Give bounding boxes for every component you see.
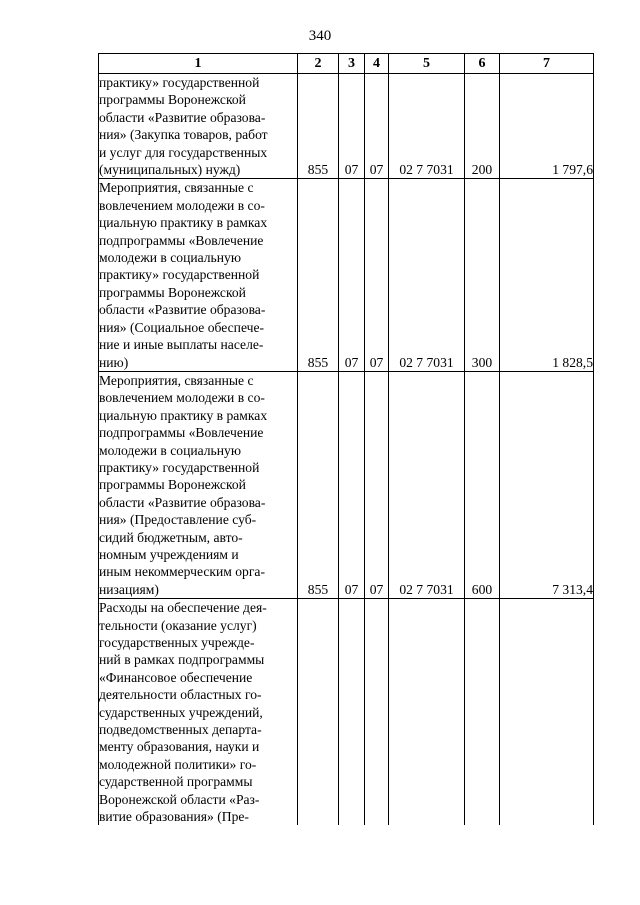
cell-subsection: 07 (365, 179, 389, 371)
column-header-4: 4 (365, 54, 389, 74)
cell-amount: 1 828,5 (500, 179, 594, 371)
cell-section: 07 (339, 371, 365, 598)
cell-amount (500, 599, 594, 826)
row-description: практику» государственной программы Воронежской области «Развитие образова- ния» (Закупка товаров, работ и услуг для государственных (муниципальных) нужд) (99, 74, 298, 179)
row-description: Мероприятия, связанные с вовлечением молодежи в со- циальную практику в рамках подпрограммы «Вовлечение молодежи в социальную практику» государственной программы Воронежской области «Развитие образова- ния» (Социальное обеспече- ние и иные выплаты населе- нию) (99, 179, 298, 371)
cell-section: 07 (339, 74, 365, 179)
row-description: Мероприятия, связанные с вовлечением молодежи в со- циальную практику в рамках подпрограммы «Вовлечение молодежи в социальную практику» государственной программы Воронежской области «Развитие образова- ния» (Предоставление суб- сидий бюджетным, авто- номным учреждениям и иным некоммерческим орга- низациям) (99, 371, 298, 598)
cell-expense-type (465, 599, 500, 826)
table-row (99, 179, 594, 371)
cell-ministry-code: 855 (298, 74, 339, 179)
column-header-5: 5 (389, 54, 465, 74)
cell-target-article (389, 599, 465, 826)
table-row (99, 74, 594, 179)
cell-target-article: 02 7 7031 (389, 179, 465, 371)
cell-amount: 1 797,6 (500, 74, 594, 179)
budget-table (98, 53, 594, 825)
cell-expense-type: 300 (465, 179, 500, 371)
cell-ministry-code (298, 599, 339, 826)
cell-target-article: 02 7 7031 (389, 371, 465, 598)
cell-expense-type: 200 (465, 74, 500, 179)
page-number: 340 (308, 28, 332, 44)
table-row (99, 371, 594, 598)
cell-ministry-code: 855 (298, 179, 339, 371)
cell-subsection: 07 (365, 371, 389, 598)
cell-section: 07 (339, 179, 365, 371)
row-description: Расходы на обеспечение дея- тельности (оказание услуг) государственных учрежде- ний в рамках подпрограммы «Финансовое обеспечение деятельности областных го- сударственных учреждений, подведомственных департа- менту образования, науки и молодежной политики» го- сударственной программы Воронежской области «Раз- витие образования» (Пре- (99, 599, 298, 826)
cell-subsection (365, 599, 389, 826)
column-header-3: 3 (339, 54, 365, 74)
cell-expense-type: 600 (465, 371, 500, 598)
cell-target-article: 02 7 7031 (389, 74, 465, 179)
cell-ministry-code: 855 (298, 371, 339, 598)
cell-amount: 7 313,4 (500, 371, 594, 598)
column-header-2: 2 (298, 54, 339, 74)
header-row (99, 54, 594, 74)
cell-subsection: 07 (365, 74, 389, 179)
column-header-7: 7 (500, 54, 594, 74)
cell-section (339, 599, 365, 826)
column-header-1: 1 (99, 54, 298, 74)
table-row (99, 599, 594, 826)
column-header-6: 6 (465, 54, 500, 74)
